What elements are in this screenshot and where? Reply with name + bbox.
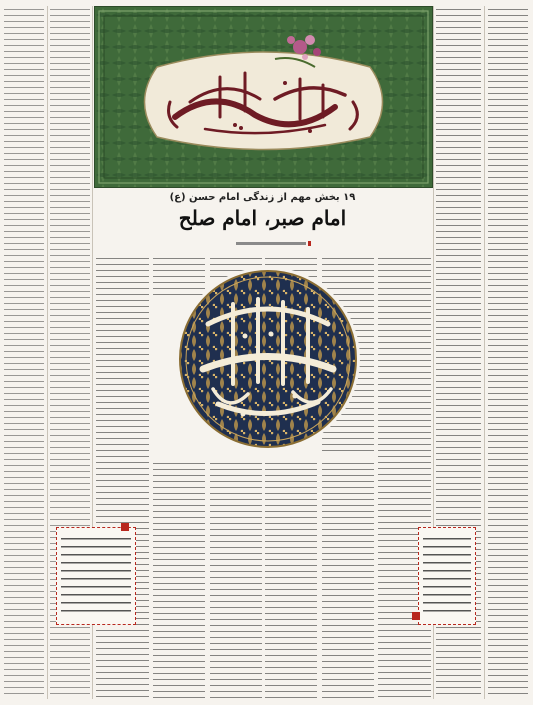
article-col-g xyxy=(322,460,374,699)
article-col-f xyxy=(96,255,149,699)
calligraphy-banner xyxy=(94,6,433,188)
article-col-i xyxy=(210,460,262,699)
article-kicker: ۱۹ بخش مهم از زندگی امام حسن (ع) xyxy=(169,192,356,203)
pull-quote-mark xyxy=(412,612,420,620)
article-col-a xyxy=(378,255,431,699)
pull-quote-right xyxy=(418,527,476,625)
pull-quote-left xyxy=(56,527,136,625)
article-headline: امام صبر، امام صلح xyxy=(178,206,347,230)
article-byline xyxy=(216,239,326,248)
article-col-h xyxy=(265,460,317,699)
calligraphy-medallion xyxy=(173,264,363,454)
text-column-1 xyxy=(488,6,528,699)
text-column-left-1 xyxy=(4,6,44,699)
article-col-j xyxy=(153,460,205,699)
pull-quote-mark xyxy=(121,523,129,531)
